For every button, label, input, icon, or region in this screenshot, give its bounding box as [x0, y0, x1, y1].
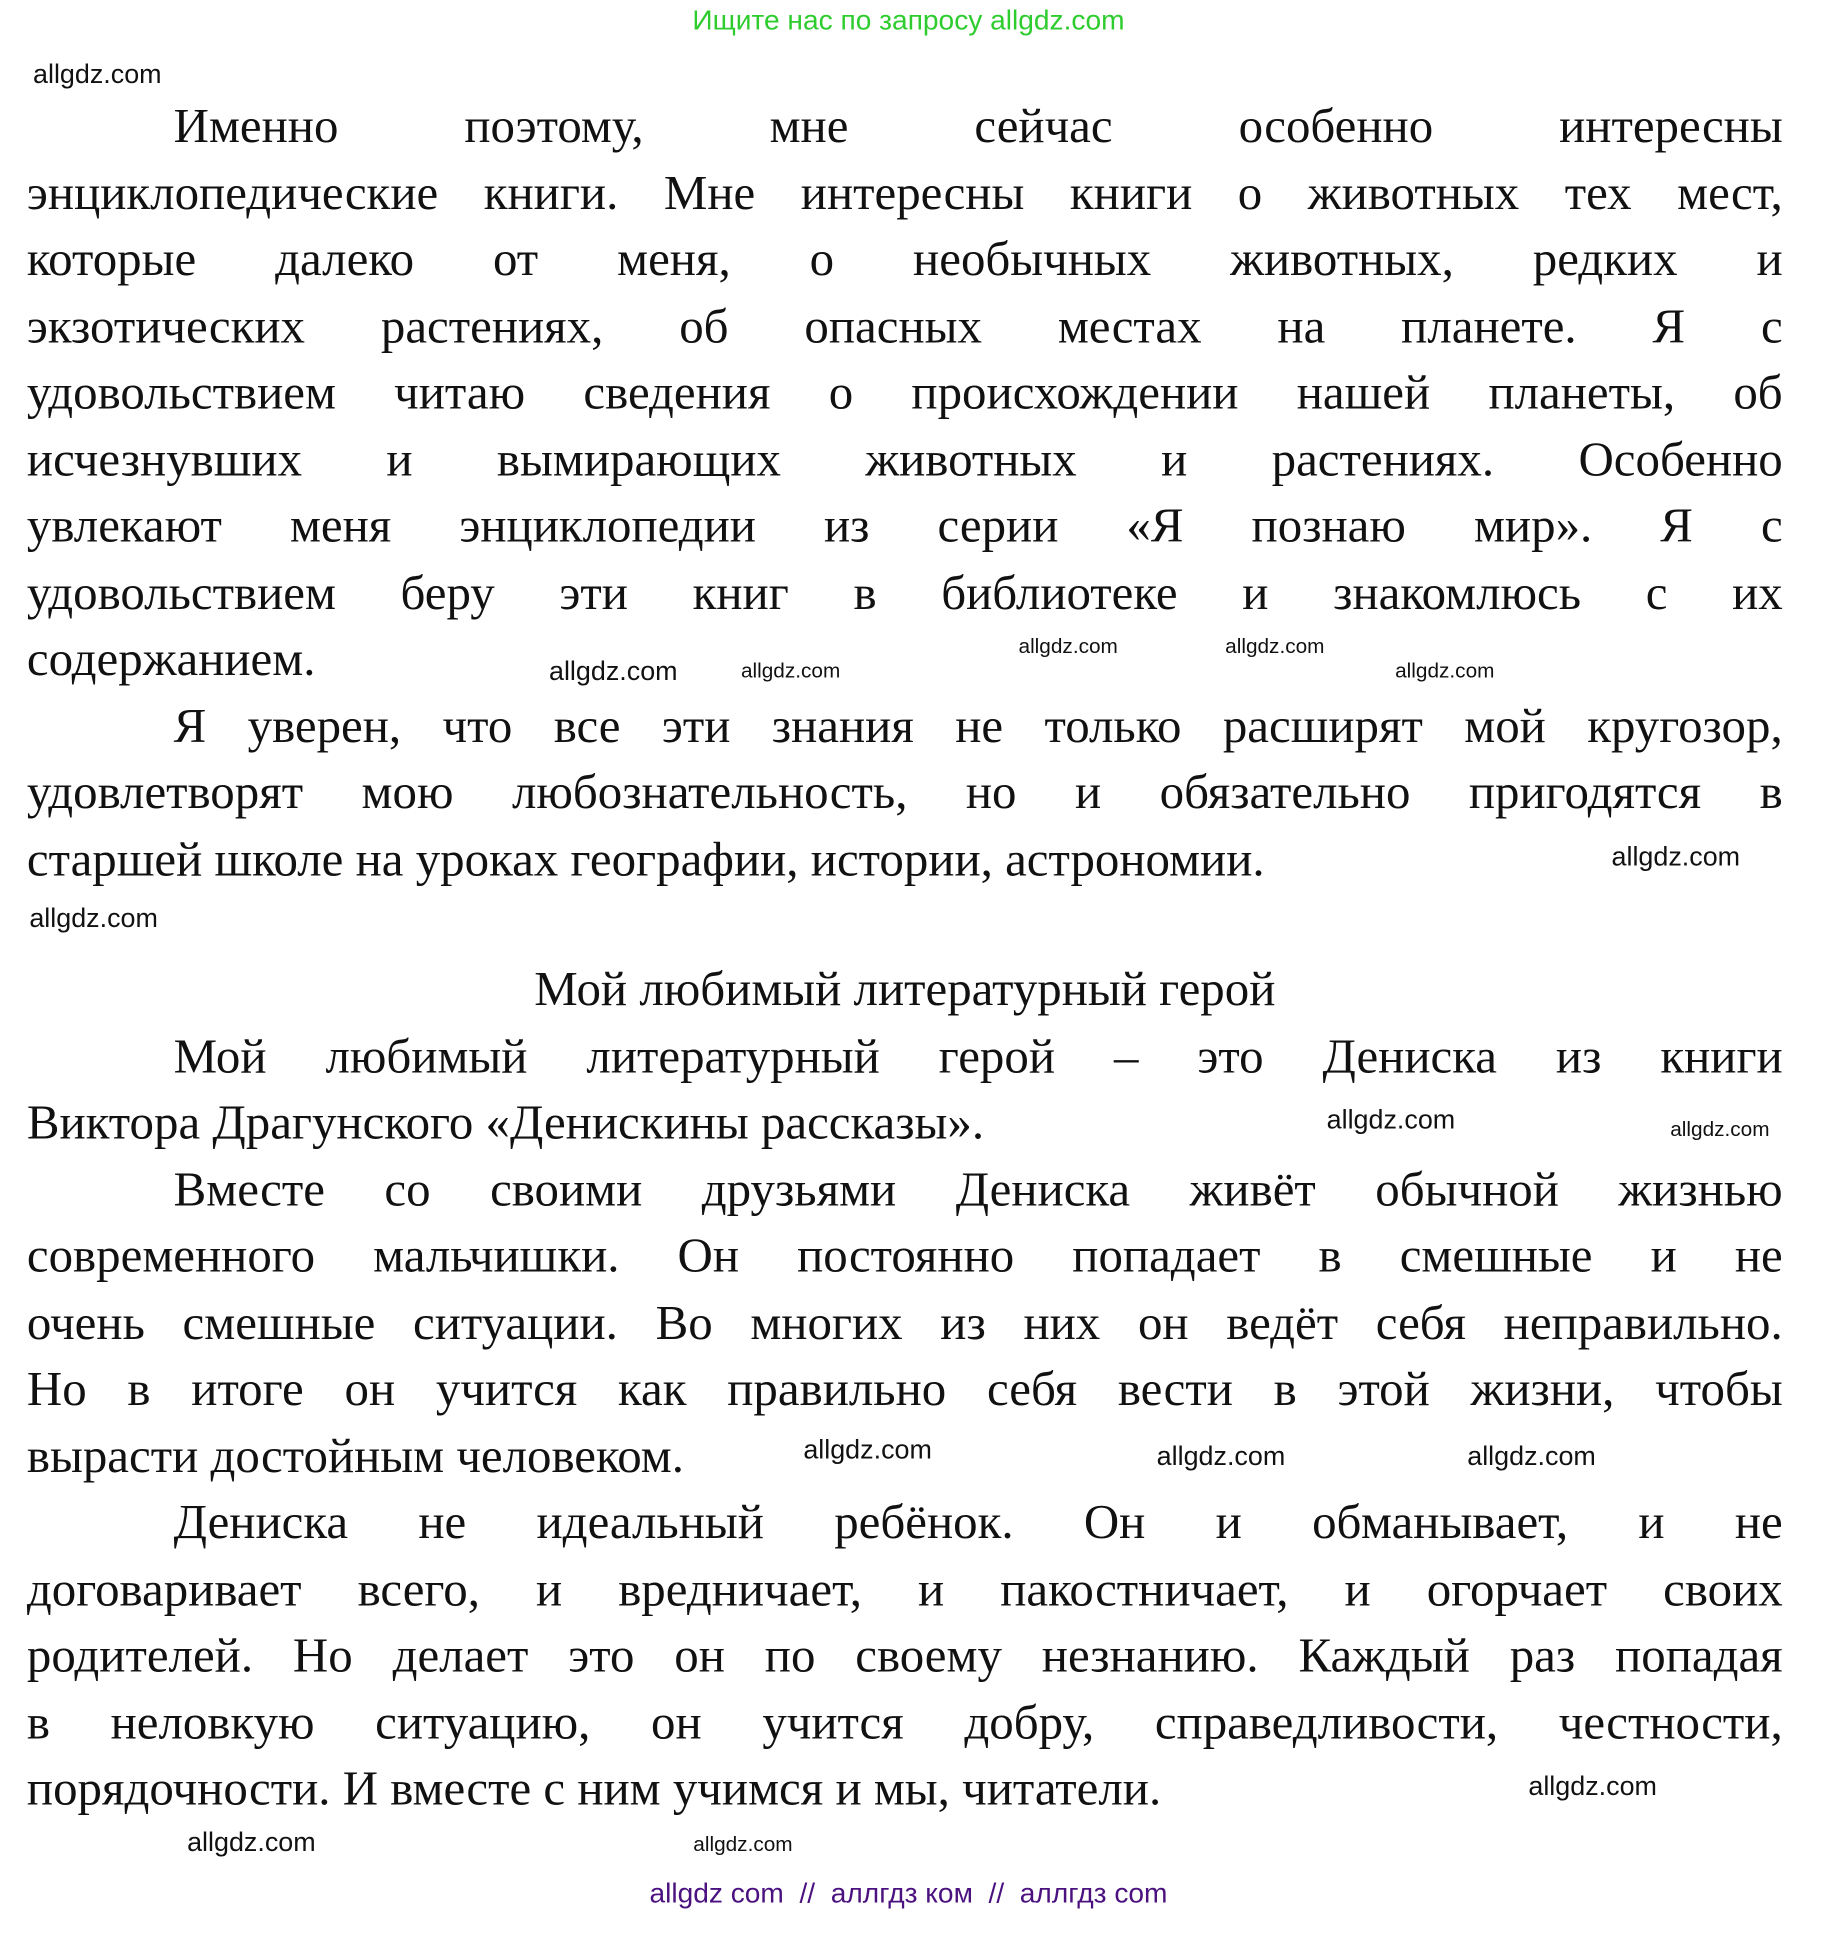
- watermark: allgdz.com: [1670, 1117, 1770, 1141]
- paragraph-line: Вместе со своими друзьями Дениска живёт обычной жизнью: [173, 1160, 1783, 1216]
- watermark: allgdz.com: [187, 1826, 316, 1858]
- paragraph-line: экзотических растениях, об опасных местах на планете. Я с: [26, 297, 1783, 353]
- paragraph-line: современного мальчишки. Он постоянно попадает в смешные и не: [26, 1227, 1783, 1283]
- watermark: allgdz.com: [1611, 841, 1741, 872]
- paragraph-line: очень смешные ситуации. Во многих из них он ведёт себя неправильно.: [26, 1294, 1783, 1350]
- top-banner-link[interactable]: Ищите нас по запросу allgdz.com: [692, 3, 1125, 36]
- paragraph-line: удовольствием читаю сведения о происхождении нашей планеты, об: [26, 364, 1783, 420]
- paragraph-line: Мой любимый литературный герой – это Дениска из книги: [173, 1027, 1783, 1083]
- section-heading: Мой любимый литературный герой: [534, 961, 1276, 1017]
- watermark: allgdz.com: [1528, 1770, 1657, 1802]
- watermark: allgdz.com: [1326, 1104, 1456, 1135]
- watermark: allgdz.com: [693, 1832, 793, 1857]
- paragraph-line: договаривает всего, и вредничает, и пакостничает, и огорчает своих: [26, 1560, 1783, 1616]
- paragraph-line: энциклопедические книги. Мне интересны книги о животных тех мест,: [26, 164, 1783, 220]
- text-block-intro: [27, 93, 1783, 893]
- paragraph-line: содержанием.: [26, 630, 316, 686]
- watermark: allgdz.com: [29, 902, 158, 933]
- bottom-banner-link[interactable]: allgdz com // аллгдз ком // аллгдз com: [649, 1876, 1168, 1909]
- paragraph-line: удовольствием беру эти книг в библиотеке и знакомлюсь с их: [26, 564, 1783, 620]
- watermark: allgdz.com: [1225, 634, 1325, 658]
- paragraph-line: вырасти достойным человеком.: [26, 1427, 684, 1483]
- paragraph-line: исчезнувших и вымирающих животных и растениях. Особенно: [26, 431, 1783, 487]
- watermark: allgdz.com: [548, 655, 678, 686]
- watermark: allgdz.com: [803, 1434, 932, 1465]
- watermark: allgdz.com: [1467, 1440, 1596, 1471]
- watermark: allgdz.com: [740, 659, 841, 683]
- paragraph-line: увлекают меня энциклопедии из серии «Я познаю мир». Я с: [26, 497, 1783, 553]
- watermark: allgdz.com: [1395, 659, 1495, 683]
- paragraph-line: Именно поэтому, мне сейчас особенно интересны: [173, 97, 1783, 153]
- paragraph-line: Я уверен, что все эти знания не только расширят мой кругозор,: [173, 697, 1783, 753]
- paragraph-line: в неловкую ситуацию, он учится добру, справедливости, честности,: [26, 1694, 1783, 1750]
- paragraph-line: которые далеко от меня, о необычных животных, редких и: [26, 231, 1783, 287]
- paragraph-line: Но в итоге он учится как правильно себя вести в этой жизни, чтобы: [26, 1360, 1783, 1416]
- paragraph-line: удовлетворят мою любознательность, но и обязательно пригодятся в: [26, 764, 1783, 820]
- watermark: allgdz.com: [1018, 634, 1118, 658]
- paragraph-line: Виктора Драгунского «Денискины рассказы».: [26, 1094, 985, 1150]
- text-block-essay: [27, 956, 1783, 1822]
- paragraph-line: Дениска не идеальный ребёнок. Он и обманывает, и не: [173, 1494, 1783, 1550]
- watermark: allgdz.com: [33, 58, 162, 90]
- paragraph-line: порядочности. И вместе с ним учимся и мы, читатели.: [26, 1760, 1162, 1816]
- paragraph-line: старшей школе на уроках географии, истории, астрономии.: [26, 830, 1265, 886]
- watermark: allgdz.com: [1156, 1440, 1286, 1471]
- paragraph-line: родителей. Но делает это он по своему незнанию. Каждый раз попадая: [26, 1627, 1783, 1683]
